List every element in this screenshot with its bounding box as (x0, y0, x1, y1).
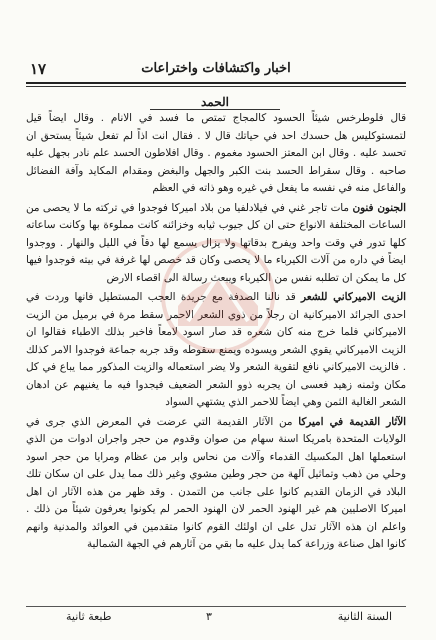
paragraph-text: مات تاجر غني في فيلادلفيا من بلاد اميركا فوجدوا في تركته ما لا يحصى من الساعات المختلفة الانواع حتى ان كل جيوب ثيابه وخزائنه كانت مملوءة بها وكانت ساعاته كلها تدور في وقت واحد ويفرح بدقاتها ولا يزال يسمع لها دقاً في الليل والنهار . ووجدوا ايضاً في داره من آلات الكيرباء ما لا يحصى وكان قد خصص لها غرفة في بيته فوجدوا فيها كل ما يمكن ان تطلبه نفس من الكيرباء ويبعث رسالة الى اقصاء الارض (26, 201, 406, 284)
volume-label: السنة الثانية (337, 610, 392, 623)
paragraph-text: قد نالنا الصدفة مع جريدة العجب المستطيل فانها وردت في احدى الجرائد الاميركانية ان رجلاً من ذوي الشعر الاحمر سقط مرة في برميل من الزيت الاميركاني فلما خرج منه كان شعره قد صار اسود لامعاً فاخبر بذلك الاطباء فقالوا ان الزيت الاميركاني يقوي الشعر ويسوده ويمنع سقوطه وقد جربه جماعة فوجدوا الامر كذلك . فالزيت الاميركاني نافع لتقوية الشعر ولا يضر استعماله والزيت المذكور مما يباع في كل مكان وثمنه زهيد فعسى ان يجربه ذوو الشعر الضعيف فيجدوا فيه ما يغنيهم عن ادهان الشعر الغالية الثمن وهي ايضاً للاحمر الذي يشتهي السواد (26, 291, 406, 408)
paragraph-lead: الزيت الاميركاني للشعر (301, 291, 407, 303)
print-edition: طبعة ثانية (66, 610, 112, 623)
paragraph-lead: الجنون فنون (352, 201, 406, 214)
page-footer (26, 606, 406, 627)
article-body (26, 110, 406, 556)
issue-number: ٣ (206, 610, 212, 623)
paragraph-lead: الآثار القديمة في اميركا (298, 415, 407, 428)
section-heading-hasad: الحمد (150, 95, 280, 110)
paragraph (26, 200, 406, 288)
page-header (26, 58, 406, 84)
paragraph (26, 414, 406, 554)
paragraph: قال فلوطرخس شيئاً الحسود كالمجاج تمتص ما فسد في الانام . وقال ايضاً قيل لتمستوكليس هل حسدك احد في حياتك قال لا . فقال انت اذاً لم تفعل شيئاً يستحق ان تحسد عليه . وقال ابن المعتز الحسود مغموم . وقال افلاطون الحسد علم نادر بجهل عليه صاحبه . وقال سقراط الحسد بنت الكبر والجهل والبغض ومقدام المكايد وآفة الفضائل والفاعل منه في نفسه ما يفعل في غيره وهو ذاته في العظم (26, 112, 406, 194)
paragraph (26, 289, 406, 412)
running-title: اخبار واكتشافات واختراعات (141, 61, 291, 76)
page-number: ١٧ (30, 60, 47, 78)
paragraph-text: من الآثار القديمة التي عرضت في المعرض الذي جرى في الولايات المتحدة بامريكا اسنة سهام من صوان وقدوم من حجر واجران ادوات من الذي استعملها اهل المكسيك القدماء وآلات من نحاس وابر من عظام ومرايا من حجر اسود وحلي من ذهب وتماثيل آلهة من حجر وطين مشوي وغير ذلك مما يدل على ان سكان تلك البلاد في الزمان القديم كانوا على جانب من التمدن . وقد ظهر من هذه الآثار ان اهل اميركا الاصليين هم غير الهنود الحمر لان الهنود الحمر لم يكونوا يعرفون شيئاً من ذلك . واعلم ان هذه الآثار تدل على ان اولئك القوم كانوا متقدمين في العوائد والمدنية وانهم كانوا اهل صناعة وزراعة كما يدل عليه ما بقي من آثارهم في الجهة الشمالية (26, 415, 406, 550)
header-double-rule (26, 86, 406, 87)
